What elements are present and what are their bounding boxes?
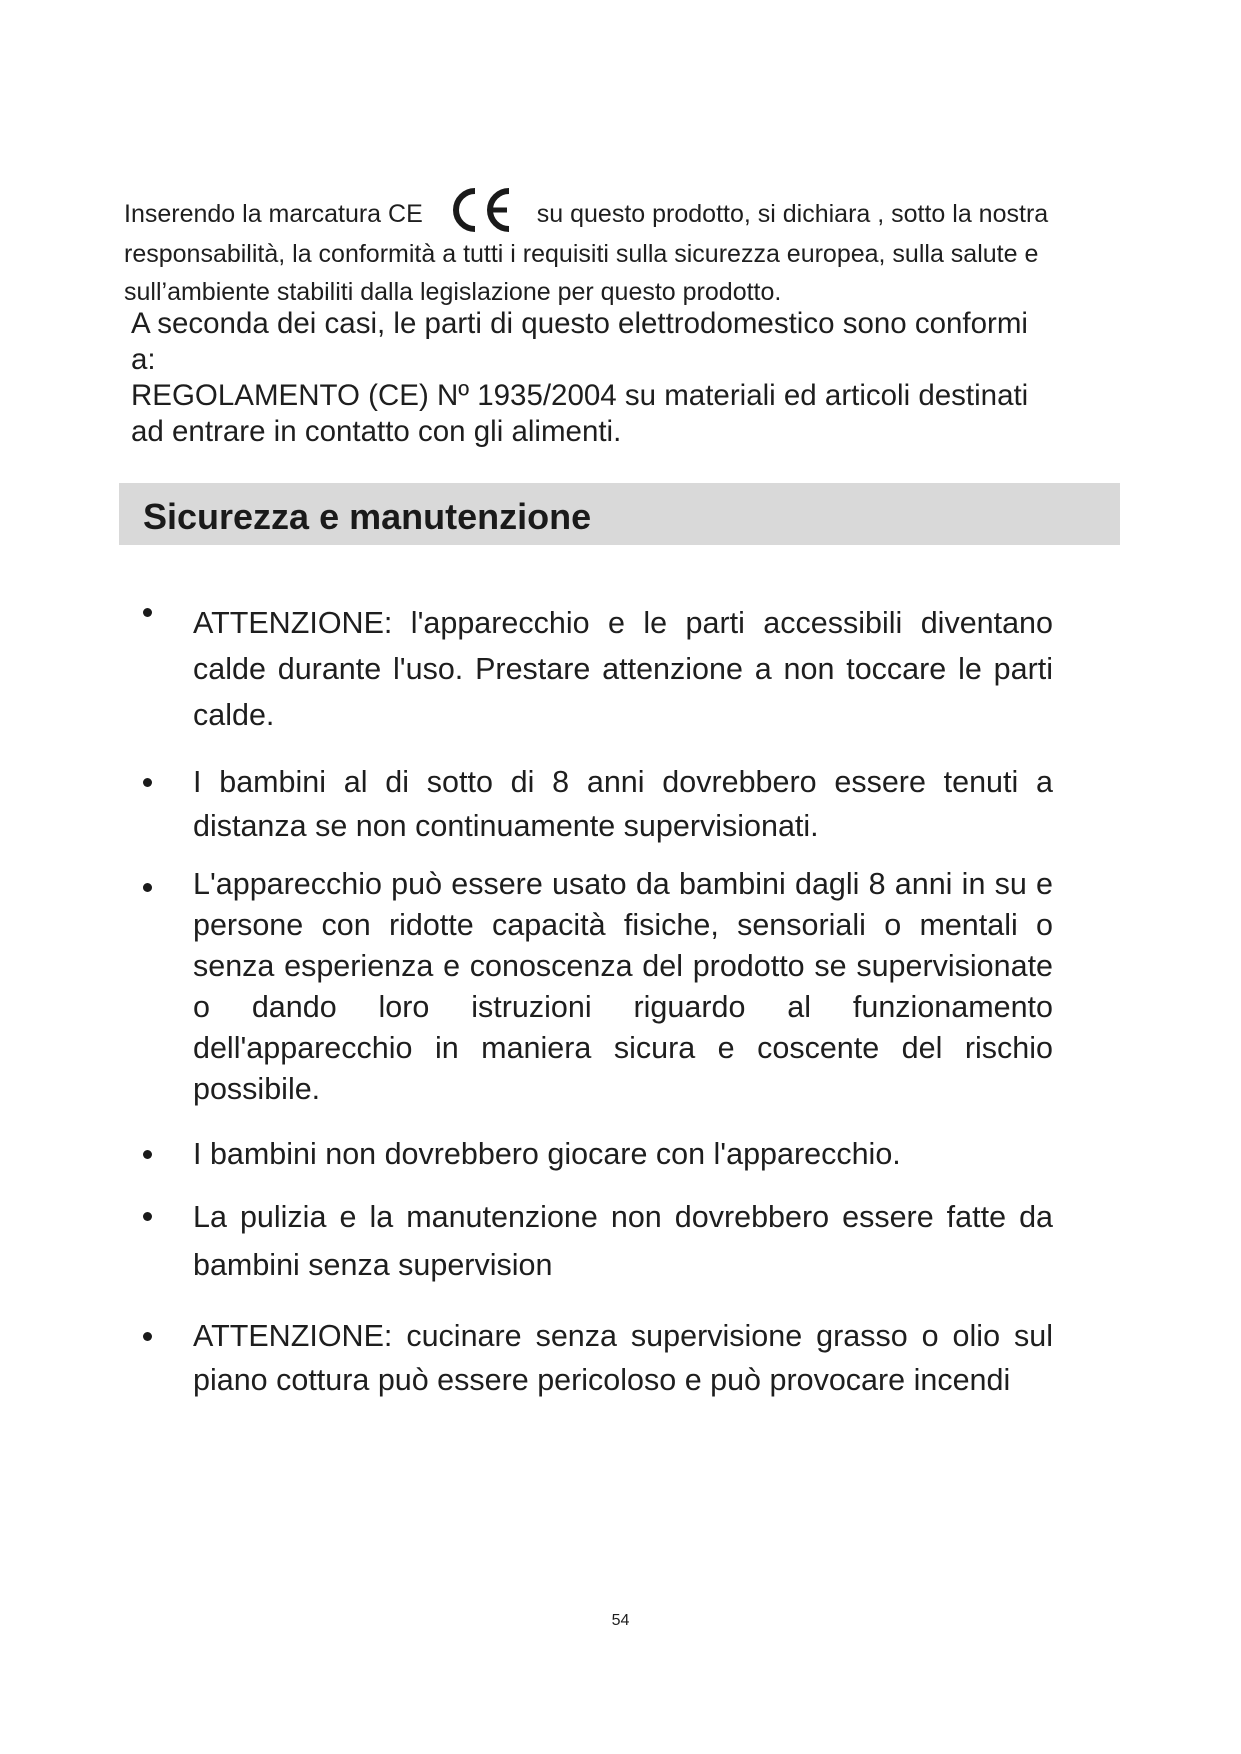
bullet-icon xyxy=(143,1212,152,1221)
regulation-intro: A seconda dei casi, le parti di questo elettrodomestico sono conformi a: xyxy=(131,307,1028,376)
list-item-text: La pulizia e la manutenzione non dovrebbero essere fatte da bambini senza supervision xyxy=(193,1200,1053,1282)
list-item-text: I bambini non dovrebbero giocare con l'apparecchio. xyxy=(193,1137,901,1171)
ce-mark-icon xyxy=(445,185,515,235)
bullet-icon xyxy=(143,1150,152,1159)
regulation-reference: REGOLAMENTO (CE) Nº 1935/2004 su materiali ed articoli destinati ad entrare in contatto con gli alimenti. xyxy=(131,379,1029,448)
page-number: 54 xyxy=(611,1612,630,1629)
list-item-text: L'apparecchio può essere usato da bambini dagli 8 anni in su e persone con ridotte capacità fisiche, sensoriali o mentali o senza esperienza e conoscenza del prodotto se supervisionate o dando loro istruzioni riguardo al funzionamento dell'apparecchio in maniera sicura e coscente del rischio possibile. xyxy=(193,867,1053,1106)
section-title: Sicurezza e manutenzione xyxy=(143,496,592,537)
bullet-icon xyxy=(143,883,152,892)
ce-declaration-body: su questo prodotto, si dichiara , sotto la nostra responsabilità, la conformità a tutti i requisiti sulla sicurezza europea, sulla salute e sull’ambiente stabiliti dalla legislazione per questo prodotto. xyxy=(124,200,1049,307)
bullet-icon xyxy=(143,778,152,787)
list-item-text: ATTENZIONE: cucinare senza supervisione grasso o olio sul piano cottura può essere pericoloso e può provocare incendi xyxy=(193,1319,1053,1397)
list-item-text: I bambini al di sotto di 8 anni dovrebbero essere tenuti a distanza se non continuamente supervisionati. xyxy=(193,765,1053,843)
ce-declaration xyxy=(124,195,1144,311)
ce-declaration-lead: Inserendo la marcatura CE xyxy=(124,200,423,228)
bullet-icon xyxy=(143,608,152,617)
regulation-notice xyxy=(131,306,1031,450)
bullet-icon xyxy=(143,1332,152,1341)
list-item-text: ATTENZIONE: l'apparecchio e le parti accessibili diventano calde durante l'uso. Prestare attenzione a non toccare le parti calde. xyxy=(193,606,1053,732)
